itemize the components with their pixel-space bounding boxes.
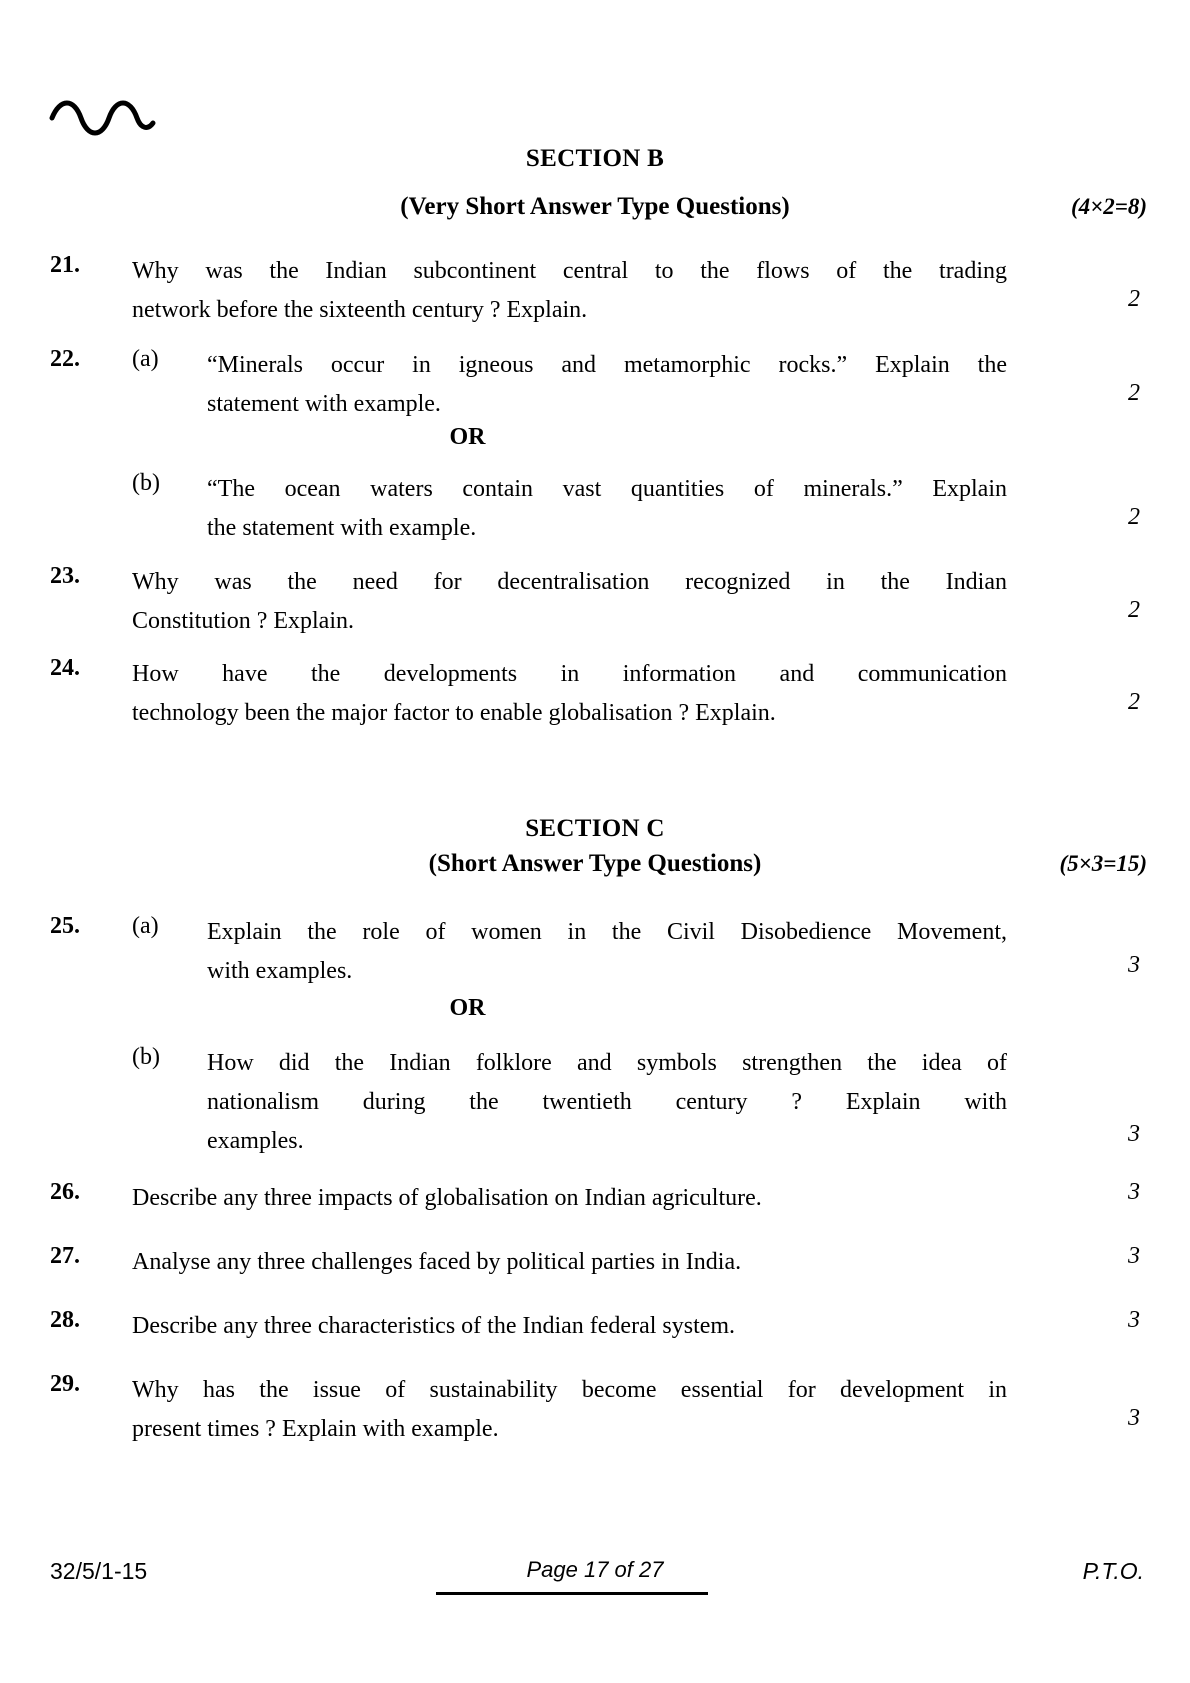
section-b-marks-formula: (4×2=8) [1070,194,1147,219]
question-22-option-a-marks: 2 [1128,380,1140,406]
section-c-subtitle: (Short Answer Type Questions) [428,850,762,877]
question-22-b-line-2: the statement with example. [207,515,477,541]
footer-page-label: Page 17 of 27 [526,1557,664,1582]
question-23-marks: 2 [1128,597,1140,623]
question-25-option-a-text [207,913,1007,991]
question-29-line-2: present times ? Explain with example. [132,1416,499,1442]
question-22-b-line-1: “The ocean waters contain vast quantities of minerals.” Explain [207,476,1007,502]
wavy-line-mark-icon [48,92,158,140]
question-29-marks: 3 [1128,1405,1140,1431]
section-b-subtitle: (Very Short Answer Type Questions) [400,193,790,220]
question-22-number: 22. [50,346,80,372]
footer-pto-label: P.T.O. [1082,1558,1144,1584]
question-23-line-1: Why was the need for decentralisation recognized in the Indian [132,569,1007,595]
question-26-marks: 3 [1128,1179,1140,1205]
question-24-line-1: How have the developments in information and communication [132,661,1007,687]
question-22-option-a-text [207,346,1007,424]
question-23-text [132,563,1007,641]
question-25-option-b-marks: 3 [1128,1121,1140,1147]
question-21-line-2: network before the sixteenth century ? Explain. [132,297,588,323]
question-25-number: 25. [50,913,80,939]
question-22-a-line-1: “Minerals occur in igneous and metamorphic rocks.” Explain the [207,352,1007,378]
question-25-option-a-marks: 3 [1128,952,1140,978]
footer-paper-code: 32/5/1-15 [50,1558,148,1584]
question-29-number: 29. [50,1371,80,1397]
section-c-marks-formula: (5×3=15) [1059,851,1147,876]
question-22-option-b-label: (b) [132,470,160,496]
question-29-line-1: Why has the issue of sustainability become essential for development in [132,1377,1007,1403]
question-29-text [132,1371,1007,1449]
question-26-text [132,1179,1007,1218]
section-c-title: SECTION C [525,815,665,842]
question-22-option-a-label: (a) [132,346,159,372]
question-21-marks: 2 [1128,286,1140,312]
question-21-number: 21. [50,252,80,278]
question-22-a-line-2: statement with example. [207,391,441,417]
question-28-marks: 3 [1128,1307,1140,1333]
question-25-option-b-text [207,1044,1007,1161]
question-25-option-b-label: (b) [132,1044,160,1070]
section-b-title: SECTION B [525,145,665,172]
question-26-line-1: Describe any three impacts of globalisation on Indian agriculture. [132,1185,762,1211]
question-25-b-line-1: How did the Indian folklore and symbols strengthen the idea of [207,1050,1007,1076]
footer-underline [436,1592,708,1595]
question-28-text [132,1307,1007,1346]
question-22-or-label: OR [449,424,486,450]
question-27-line-1: Analyse any three challenges faced by political parties in India. [132,1249,742,1275]
question-25-a-line-2: with examples. [207,958,353,984]
question-23-line-2: Constitution ? Explain. [132,608,354,634]
question-24-line-2: technology been the major factor to enable globalisation ? Explain. [132,700,776,726]
question-27-text [132,1243,1007,1282]
question-27-marks: 3 [1128,1243,1140,1269]
question-23-number: 23. [50,563,80,589]
question-25-b-line-3: examples. [207,1128,304,1154]
question-21-text [132,252,1007,330]
question-25-b-line-2: nationalism during the twentieth century ? Explain with [207,1089,1007,1115]
question-27-number: 27. [50,1243,80,1269]
question-26-number: 26. [50,1179,80,1205]
question-25-or-label: OR [449,995,486,1021]
question-24-text [132,655,1007,733]
question-28-line-1: Describe any three characteristics of the Indian federal system. [132,1313,736,1339]
question-24-number: 24. [50,655,80,681]
question-21-line-1: Why was the Indian subcontinent central to the flows of the trading [132,258,1007,284]
question-22-option-b-text [207,470,1007,548]
question-28-number: 28. [50,1307,80,1333]
question-24-marks: 2 [1128,689,1140,715]
question-22-option-b-marks: 2 [1128,504,1140,530]
question-25-a-line-1: Explain the role of women in the Civil Disobedience Movement, [207,919,1007,945]
question-25-option-a-label: (a) [132,913,159,939]
